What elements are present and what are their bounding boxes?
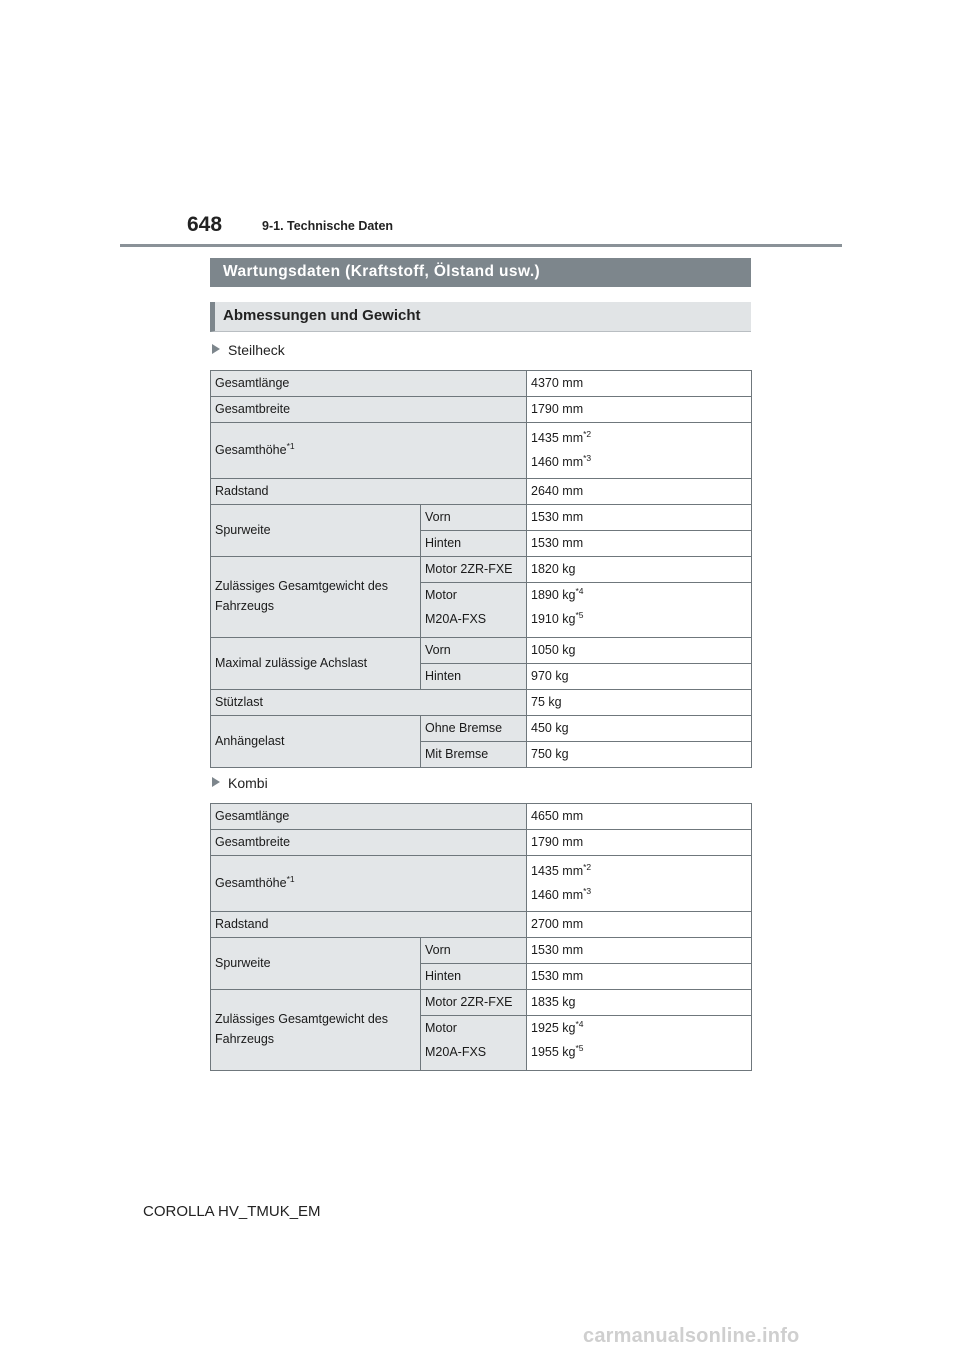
row-label: Gesamtbreite <box>211 830 527 856</box>
row-label <box>211 856 527 912</box>
row-value <box>527 856 752 912</box>
row-label: Stützlast <box>211 690 527 716</box>
spec-table-hatchback <box>210 370 752 768</box>
row-value <box>527 583 752 638</box>
variant-heading-estate <box>212 775 268 791</box>
row-label: Radstand <box>211 912 527 938</box>
footnote-ref: *1 <box>286 440 295 451</box>
variant-heading-hatchback <box>212 342 285 358</box>
row-label: Gesamtlänge <box>211 804 527 830</box>
table-row <box>211 830 752 856</box>
sub-label: Vorn <box>421 505 527 531</box>
height-value-a: 1435 mm <box>531 430 584 445</box>
sub-label: Motor 2ZR-FXE <box>421 557 527 583</box>
row-label: Anhängelast <box>211 716 421 768</box>
row-label <box>211 557 421 638</box>
subsection-title: Abmessungen und Gewicht <box>210 302 751 332</box>
sub-label: Hinten <box>421 964 527 990</box>
sub-label: Ohne Bremse <box>421 716 527 742</box>
footer-model-code: COROLLA HV_TMUK_EM <box>143 1203 321 1220</box>
sub-label: Hinten <box>421 664 527 690</box>
spec-table-estate <box>210 803 752 1071</box>
footnote-ref: *1 <box>286 873 295 884</box>
row-value <box>527 423 752 479</box>
triangle-bullet-icon <box>212 777 220 787</box>
row-value: 4370 mm <box>527 371 752 397</box>
footnote-ref: *4 <box>575 586 584 596</box>
table-row <box>211 423 752 479</box>
row-label: Maximal zulässige Achslast <box>211 638 421 690</box>
engine-line2: M20A-FXS <box>425 611 487 626</box>
sub-label: Vorn <box>421 638 527 664</box>
table-row <box>211 371 752 397</box>
height-value-b: 1460 mm <box>531 887 584 902</box>
table-row <box>211 716 752 742</box>
row-label: Gesamtlänge <box>211 371 527 397</box>
table-row <box>211 479 752 505</box>
row-value: 1835 kg <box>527 990 752 1016</box>
row-value: 2640 mm <box>527 479 752 505</box>
height-value-a: 1435 mm <box>531 863 584 878</box>
sub-label <box>421 1016 527 1071</box>
gvw-value-b2: 1955 kg <box>531 1044 576 1059</box>
footnote-ref: *3 <box>583 885 592 896</box>
table-row <box>211 912 752 938</box>
engine-line1: Motor <box>425 1021 457 1035</box>
row-label: Spurweite <box>211 505 421 557</box>
row-value: 2700 mm <box>527 912 752 938</box>
footnote-ref: *5 <box>575 1042 584 1053</box>
footnote-ref: *5 <box>575 609 584 620</box>
gvw-value-b2: 1910 kg <box>531 611 576 626</box>
gvw-value-b1: 1890 kg <box>531 588 576 602</box>
variant-title: Steilheck <box>228 342 285 358</box>
row-value: 1790 mm <box>527 397 752 423</box>
row-value: 75 kg <box>527 690 752 716</box>
footnote-ref: *2 <box>583 861 592 872</box>
row-label: Radstand <box>211 479 527 505</box>
variant-title: Kombi <box>228 775 268 791</box>
table-row <box>211 690 752 716</box>
row-value: 1790 mm <box>527 830 752 856</box>
sub-label: Vorn <box>421 938 527 964</box>
row-value: 970 kg <box>527 664 752 690</box>
height-label: Gesamthöhe <box>215 875 287 890</box>
page-number: 648 <box>187 213 223 236</box>
height-label: Gesamthöhe <box>215 442 287 457</box>
sub-label: Mit Bremse <box>421 742 527 768</box>
table-row <box>211 397 752 423</box>
gvw-label-line1: Zulässiges Gesamtgewicht des <box>215 1012 388 1027</box>
row-value: 1820 kg <box>527 557 752 583</box>
footnote-ref: *3 <box>583 452 592 463</box>
row-label: Spurweite <box>211 938 421 990</box>
footnote-ref: *2 <box>583 428 592 439</box>
row-value: 4650 mm <box>527 804 752 830</box>
gvw-value-b1: 1925 kg <box>531 1021 576 1035</box>
row-label: Gesamtbreite <box>211 397 527 423</box>
row-label <box>211 423 527 479</box>
table-row <box>211 990 752 1016</box>
sub-label <box>421 583 527 638</box>
footnote-ref: *4 <box>575 1019 584 1029</box>
gvw-label-line2: Fahrzeugs <box>215 599 275 613</box>
header-rule <box>120 244 842 247</box>
gvw-label-line2: Fahrzeugs <box>215 1032 275 1046</box>
section-title: Wartungsdaten (Kraftstoff, Ölstand usw.) <box>210 258 751 287</box>
table-row <box>211 938 752 964</box>
gvw-label-line1: Zulässiges Gesamtgewicht des <box>215 579 388 594</box>
sub-label: Hinten <box>421 531 527 557</box>
chapter-title: 9-1. Technische Daten <box>262 219 394 233</box>
row-value: 1530 mm <box>527 938 752 964</box>
sub-label: Motor 2ZR-FXE <box>421 990 527 1016</box>
table-row <box>211 638 752 664</box>
engine-line2: M20A-FXS <box>425 1044 487 1059</box>
engine-line1: Motor <box>425 588 457 602</box>
row-value: 1050 kg <box>527 638 752 664</box>
triangle-bullet-icon <box>212 344 220 354</box>
watermark-logo: carmanualsonline.info <box>583 1325 800 1347</box>
table-row <box>211 856 752 912</box>
row-value: 1530 mm <box>527 531 752 557</box>
row-label <box>211 990 421 1071</box>
table-row <box>211 804 752 830</box>
row-value: 750 kg <box>527 742 752 768</box>
table-row <box>211 557 752 583</box>
row-value <box>527 1016 752 1071</box>
table-row <box>211 505 752 531</box>
row-value: 1530 mm <box>527 505 752 531</box>
row-value: 450 kg <box>527 716 752 742</box>
row-value: 1530 mm <box>527 964 752 990</box>
height-value-b: 1460 mm <box>531 454 584 469</box>
